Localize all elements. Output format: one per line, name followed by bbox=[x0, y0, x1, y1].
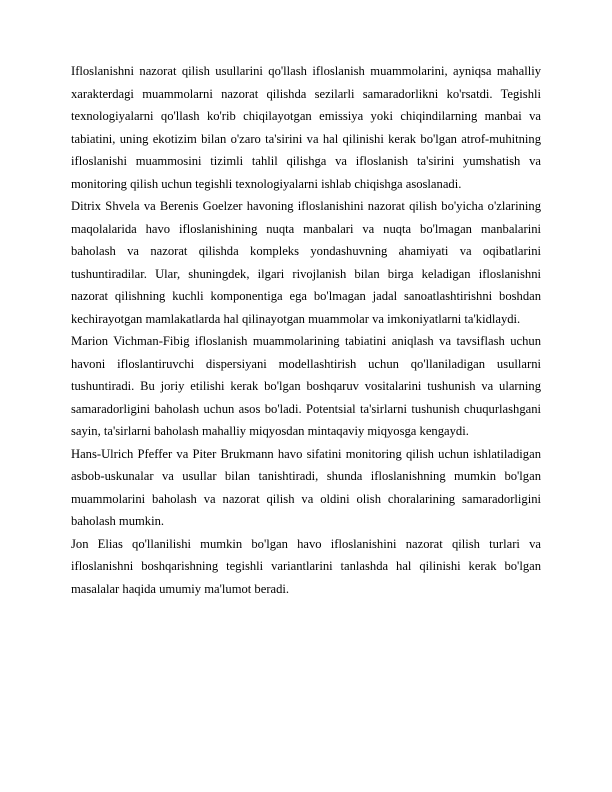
paragraph-2: Ditrix Shvela va Berenis Goelzer havoning ifloslanishini nazorat qilish bo'yicha o'zlarining maqolalarida havo ifloslanishining nuqta manbalari va nuqta bo'lmagan manbalarini baholash va nazorat qilishda kompleks yondashuvning ahamiyati va oqibatlarini tushuntiradilar. Ular, shuningdek, ilgari rivojlanish bilan birga keladigan ifloslanishni nazorat qilishning kuchli komponentiga ega bo'lmagan jadal sanoatlashtirishni boshdan kechirayotgan mamlakatlarda hal qilinayotgan muammolar va imkoniyatlarni ta'kidlaydi. bbox=[71, 199, 541, 326]
paragraph-4: Hans-Ulrich Pfeffer va Piter Brukmann havo sifatini monitoring qilish uchun ishlatiladigan asbob-uskunalar va usullar bilan tanishtiradi, shunda ifloslanishning mumkin bo'lgan muammolarini baholash va nazorat qilish va oldini olish choralarining samaradorligini baholash mumkin. bbox=[71, 446, 541, 528]
paragraph-5: Jon Elias qo'llanilishi mumkin bo'lgan havo ifloslanishini nazorat qilish turlari va ifloslanishni boshqarishning tegishli variantlarini tanlashda hal qilinishi kerak bo'lgan masalalar haqida umumiy ma'lumot beradi. bbox=[71, 536, 541, 596]
paragraph-3: Marion Vichman-Fibig ifloslanish muammolarining tabiatini aniqlash va tavsiflash uchun havoni ifloslantiruvchi dispersiyani modellashtirish uchun qo'llaniladigan usullarni tushuntiradi. Bu joriy etilishi kerak bo'lgan boshqaruv vositalarini tushunish va ularning samaradorligini baholash uchun asos bo'ladi. Potentsial ta'sirlarni tushunish chuqurlashgani sayin, ta'sirlarni baholash mahalliy miqyosdan mintaqaviy miqyosga kengaydi. bbox=[71, 334, 541, 438]
document-body bbox=[71, 60, 541, 600]
paragraph-1: Ifloslanishni nazorat qilish usullarini qo'llash ifloslanish muammolarini, ayniqsa mahalliy xarakterdagi muammolarni nazorat qilishda sezilarli samaradorlikni ko'rsatdi. Tegishli texnologiyalarni qo'llash ko'rib chiqilayotgan emissiya yoki chiqindilarning manbai va tabiatini, uning ekotizim bilan o'zaro ta'sirini va hal qilinishi kerak bo'lgan atrof-muhitning ifloslanishi muammosini tizimli tahlil qilishga va ifloslanish ta'sirini yumshatish va monitoring qilish uchun tegishli texnologiyalarni ishlab chiqishga asoslanadi. bbox=[71, 64, 541, 191]
